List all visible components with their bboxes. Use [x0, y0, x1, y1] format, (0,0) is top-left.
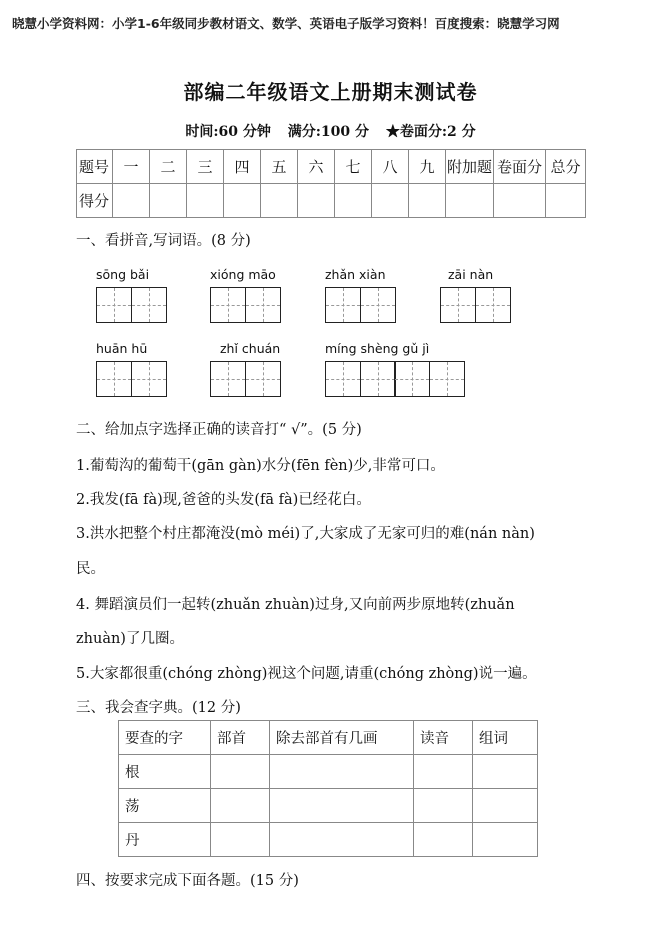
answer-cell[interactable]	[211, 789, 270, 823]
tianzige-cell[interactable]	[440, 287, 476, 323]
score-header-cell: 六	[298, 150, 335, 184]
answer-cell[interactable]	[270, 755, 414, 789]
tianzige-cell[interactable]	[325, 361, 361, 397]
score-header-cell: 附加题	[446, 150, 494, 184]
score-header-cell: 九	[409, 150, 446, 184]
answer-cell[interactable]	[211, 823, 270, 857]
pinyin-label: zāi nàn	[448, 267, 494, 282]
tianzige-cell[interactable]	[360, 287, 396, 323]
pinyin-label: zhǎn xiàn	[325, 267, 386, 282]
score-cell[interactable]	[150, 184, 187, 218]
score-cell[interactable]	[298, 184, 335, 218]
tianzige-cell[interactable]	[360, 361, 396, 397]
score-cell[interactable]	[546, 184, 586, 218]
writing-boxes[interactable]	[96, 361, 167, 397]
answer-cell[interactable]	[270, 789, 414, 823]
answer-cell[interactable]	[211, 755, 270, 789]
exam-neatness-score: ★卷面分:2 分	[385, 124, 476, 140]
dictionary-header-cell: 读音	[414, 721, 473, 755]
exam-full-score: 满分:100 分	[287, 124, 369, 140]
site-banner: 晓慧小学资料网：小学1-6年级同步教材语文、数学、英语电子版学习资料！百度搜索：晓慧学习网	[12, 16, 560, 31]
section4-title: 四、按要求完成下面各题。(15 分)	[76, 873, 299, 889]
pinyin-label: míng shèng gǔ jì	[325, 341, 430, 356]
pinyin-word	[325, 267, 396, 323]
score-cell[interactable]	[335, 184, 372, 218]
question-line: 2.我发(fā fà)现,爸爸的头发(fā fà)已经花白。	[76, 492, 371, 508]
score-header-cell: 卷面分	[494, 150, 546, 184]
section3-title: 三、我会查字典。(12 分)	[76, 700, 241, 716]
tianzige-cell[interactable]	[394, 361, 430, 397]
score-row-label: 得分	[77, 184, 113, 218]
answer-cell[interactable]	[414, 823, 473, 857]
pinyin-label: sōng bǎi	[96, 267, 150, 282]
pinyin-word	[440, 267, 511, 323]
score-header-cell: 题号	[77, 150, 113, 184]
tianzige-cell[interactable]	[131, 361, 167, 397]
pinyin-word	[325, 341, 465, 397]
pinyin-label: zhǐ chuán	[220, 341, 281, 356]
score-cell[interactable]	[372, 184, 409, 218]
tianzige-cell[interactable]	[96, 287, 132, 323]
tianzige-cell[interactable]	[429, 361, 465, 397]
dictionary-row	[119, 789, 538, 823]
dictionary-header-row	[119, 721, 538, 755]
dictionary-header-cell: 组词	[473, 721, 538, 755]
answer-cell[interactable]	[414, 789, 473, 823]
score-header-cell: 一	[113, 150, 150, 184]
section1-title: 一、看拼音,写词语。(8 分)	[76, 233, 251, 249]
tianzige-cell[interactable]	[210, 287, 246, 323]
question-line: 4. 舞蹈演员们一起转(zhuǎn zhuàn)过身,又向前两步原地转(zhuǎn	[76, 597, 515, 613]
score-table	[76, 149, 586, 218]
writing-boxes[interactable]	[325, 361, 465, 397]
answer-cell[interactable]	[473, 789, 538, 823]
score-table-score-row	[77, 184, 586, 218]
pinyin-label: huān hū	[96, 341, 148, 356]
tianzige-cell[interactable]	[131, 287, 167, 323]
question-line: 1.葡萄沟的葡萄干(gān gàn)水分(fēn fèn)少,非常可口。	[76, 458, 445, 474]
exam-meta	[0, 121, 661, 141]
answer-cell[interactable]	[270, 823, 414, 857]
score-header-cell: 七	[335, 150, 372, 184]
answer-cell[interactable]	[414, 755, 473, 789]
writing-boxes[interactable]	[210, 361, 281, 397]
pinyin-label: xióng māo	[210, 267, 276, 282]
writing-boxes[interactable]	[96, 287, 167, 323]
score-header-cell: 二	[150, 150, 187, 184]
score-cell[interactable]	[224, 184, 261, 218]
question-line: 5.大家都很重(chóng zhòng)视这个问题,请重(chóng zhòng)说一遍。	[76, 666, 537, 682]
page-title: 部编二年级语文上册期末测试卷	[183, 80, 478, 104]
pinyin-word	[210, 341, 281, 397]
score-header-cell: 总分	[546, 150, 586, 184]
dictionary-header-cell: 要查的字	[119, 721, 211, 755]
score-header-cell: 三	[187, 150, 224, 184]
score-cell[interactable]	[446, 184, 494, 218]
score-cell[interactable]	[494, 184, 546, 218]
score-cell[interactable]	[409, 184, 446, 218]
tianzige-cell[interactable]	[475, 287, 511, 323]
score-cell[interactable]	[187, 184, 224, 218]
answer-cell[interactable]	[473, 823, 538, 857]
tianzige-cell[interactable]	[96, 361, 132, 397]
dictionary-header-cell: 部首	[211, 721, 270, 755]
lookup-character: 荡	[119, 789, 211, 823]
pinyin-word	[96, 267, 167, 323]
dictionary-row	[119, 823, 538, 857]
tianzige-cell[interactable]	[325, 287, 361, 323]
tianzige-cell[interactable]	[245, 287, 281, 323]
score-header-cell: 四	[224, 150, 261, 184]
question-line: 民。	[76, 561, 105, 577]
dictionary-row	[119, 755, 538, 789]
pinyin-word	[96, 341, 167, 397]
writing-boxes[interactable]	[210, 287, 281, 323]
score-header-cell: 五	[261, 150, 298, 184]
tianzige-cell[interactable]	[210, 361, 246, 397]
score-cell[interactable]	[113, 184, 150, 218]
answer-cell[interactable]	[473, 755, 538, 789]
question-line: zhuàn)了几圈。	[76, 631, 184, 647]
writing-boxes[interactable]	[440, 287, 511, 323]
dictionary-header-cell: 除去部首有几画	[270, 721, 414, 755]
tianzige-cell[interactable]	[245, 361, 281, 397]
score-table-header-row	[77, 150, 586, 184]
dictionary-table	[118, 720, 538, 857]
lookup-character: 根	[119, 755, 211, 789]
score-header-cell: 八	[372, 150, 409, 184]
exam-time: 时间:60 分钟	[185, 124, 271, 140]
lookup-character: 丹	[119, 823, 211, 857]
writing-boxes[interactable]	[325, 287, 396, 323]
score-cell[interactable]	[261, 184, 298, 218]
pinyin-word	[210, 267, 281, 323]
section2-title: 二、给加点字选择正确的读音打“ √”。(5 分)	[76, 422, 362, 438]
question-line: 3.洪水把整个村庄都淹没(mò méi)了,大家成了无家可归的难(nán nàn)	[76, 526, 535, 542]
